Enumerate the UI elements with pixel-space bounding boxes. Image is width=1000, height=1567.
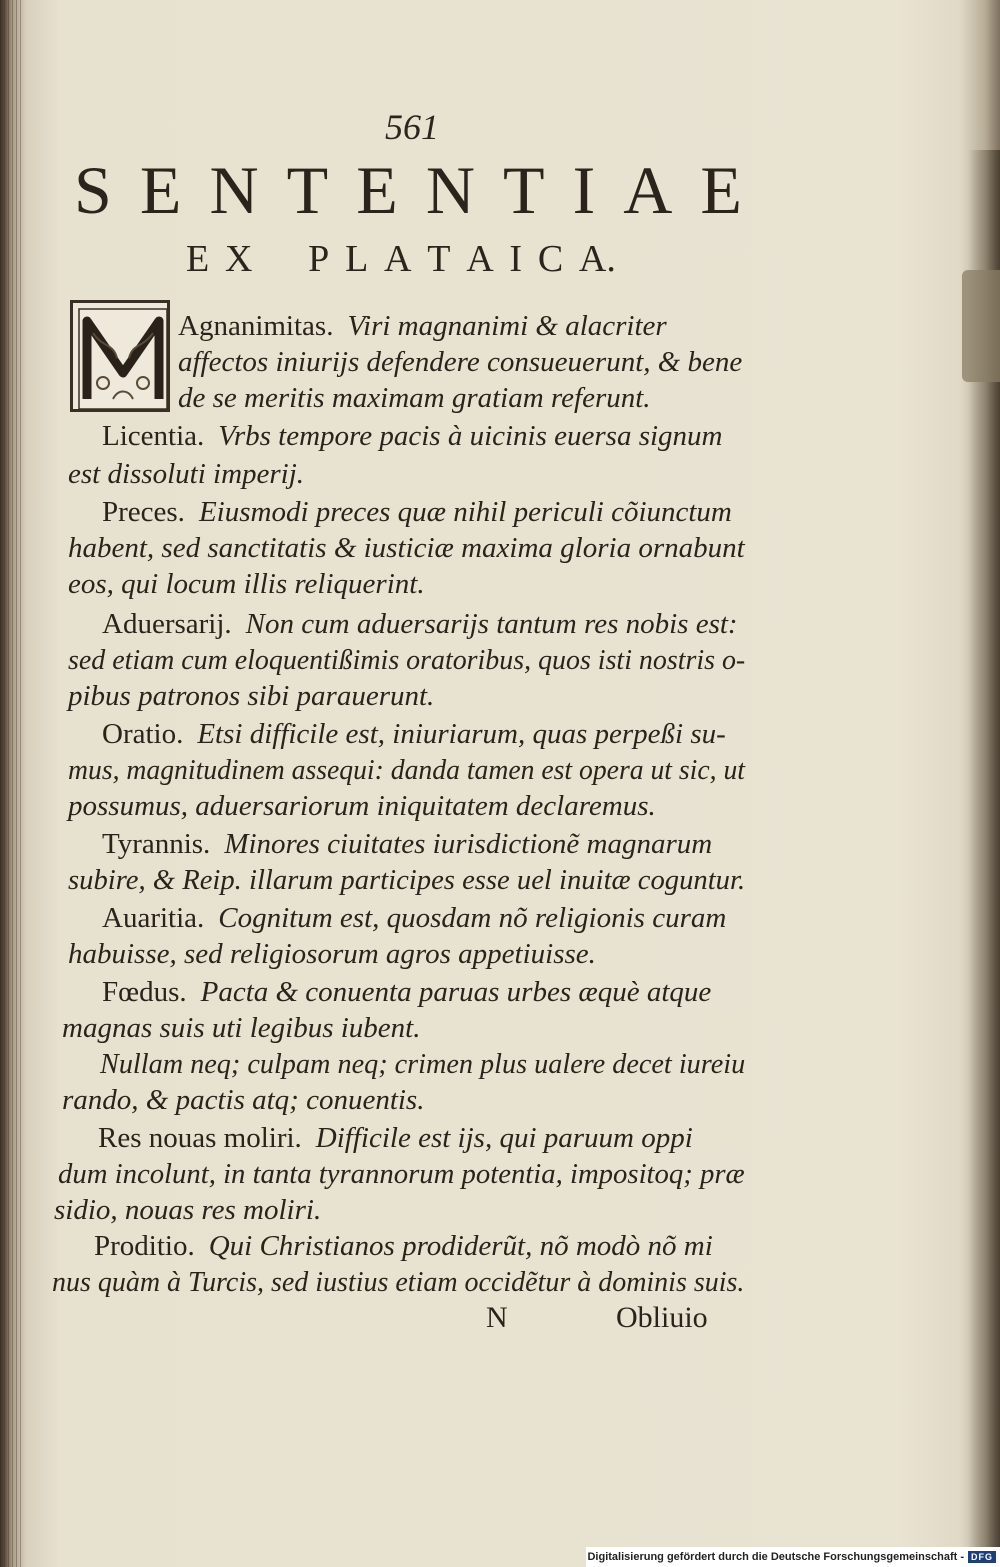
text-line: Aduersarij. Non cum aduersarijs tantum res nobis est: <box>102 608 738 640</box>
footer-credit: Digitalisierung gefördert durch die Deutsche Forschungsgemeinschaft - <box>587 1551 964 1563</box>
subtitle-letter: E <box>186 238 210 280</box>
subtitle-letter: X <box>224 238 253 280</box>
catchword: Obliuio <box>616 1301 708 1334</box>
text-line: Res nouas moliri. Difficile est ijs, qui paruum oppi <box>98 1122 693 1154</box>
title-letter: S <box>74 151 114 228</box>
text-line: Tyrannis. Minores ciuitates iurisdictionẽ magnarum <box>102 828 713 860</box>
text-line: eos, qui locum illis reliquerint. <box>68 568 425 600</box>
subtitle-letter: A. <box>578 238 616 280</box>
text-line: rando, & pactis atq; conuentis. <box>62 1084 425 1116</box>
text-line: pibus patronos sibi parauerunt. <box>68 680 435 712</box>
title-letter: E <box>356 151 400 228</box>
text-line: Auaritia. Cognitum est, quosdam nõ religionis curam <box>102 902 727 934</box>
title-letter: T <box>286 151 331 228</box>
title-letter: N <box>209 151 261 228</box>
signature-mark: N <box>486 1301 508 1334</box>
text-line: affectos iniurijs defendere consueuerunt, & bene <box>178 346 743 378</box>
page-edge-tab <box>962 270 1000 382</box>
title-letter: A <box>623 151 675 228</box>
text-line: dum incolunt, in tanta tyrannorum potentia, impositoq; præ <box>58 1158 745 1190</box>
text-line: Proditio. Qui Christianos prodiderũt, nõ modò nõ mi <box>94 1230 713 1262</box>
title-letter: E <box>700 151 744 228</box>
page-number: 561 <box>385 107 439 147</box>
subtitle-letter: I <box>509 238 523 280</box>
page-edge-left <box>0 0 22 1567</box>
title-letter: T <box>502 151 547 228</box>
text-line: sed etiam cum eloquentißimis oratoribus, quos isti nostris o- <box>68 644 746 676</box>
title-letter: E <box>139 151 184 228</box>
page-subtitle <box>186 232 616 286</box>
text-line: subire, & Reip. illarum participes esse uel inuitæ coguntur. <box>68 864 746 896</box>
text-line: sidio, nouas res moliri. <box>54 1194 322 1226</box>
text-line: possumus, aduersariorum iniquitatem declaremus. <box>68 790 656 822</box>
dfg-logo-icon: DFG <box>968 1551 996 1563</box>
text-line: Nullam neq; culpam neq; crimen plus ualere decet iureiu <box>100 1048 746 1080</box>
text-line: Oratio. Etsi difficile est, iniuriarum, quas perpeßi su- <box>102 718 726 750</box>
title-letter: I <box>572 151 598 228</box>
footer-bar <box>586 1547 1000 1567</box>
text-line: habent, sed sanctitatis & iusticiæ maxima gloria ornabunt <box>68 532 745 564</box>
subtitle-letter: A <box>384 238 412 280</box>
subtitle-letter: C <box>537 238 564 280</box>
text-line: mus, magnitudinem assequi: danda tamen est opera ut sic, ut <box>68 754 745 786</box>
page-title <box>74 150 744 230</box>
decorated-initial-icon <box>70 300 170 412</box>
subtitle-letter: A <box>466 238 494 280</box>
text-line: magnas suis uti legibus iubent. <box>62 1012 421 1044</box>
text-line: Preces. Eiusmodi preces quæ nihil periculi cõiunctum <box>102 496 732 528</box>
text-line: de se meritis maximam gratiam referunt. <box>178 382 651 414</box>
subtitle-letter: P <box>308 238 330 280</box>
text-line: Agnanimitas. Viri magnanimi & alacriter <box>178 310 667 342</box>
text-line: est dissoluti imperij. <box>68 458 305 490</box>
text-line: habuisse, sed religiosorum agros appetiuisse. <box>68 938 596 970</box>
text-line: Licentia. Vrbs tempore pacis à uicinis euersa signum <box>102 420 723 452</box>
subtitle-letter: T <box>427 238 451 280</box>
text-line: nus quàm à Turcis, sed iustius etiam occidẽtur à dominis suis. <box>52 1266 745 1298</box>
subtitle-letter: L <box>345 238 369 280</box>
text-line: Fœdus. Pacta & conuenta paruas urbes æquè atque <box>102 976 712 1008</box>
title-letter: N <box>425 151 477 228</box>
